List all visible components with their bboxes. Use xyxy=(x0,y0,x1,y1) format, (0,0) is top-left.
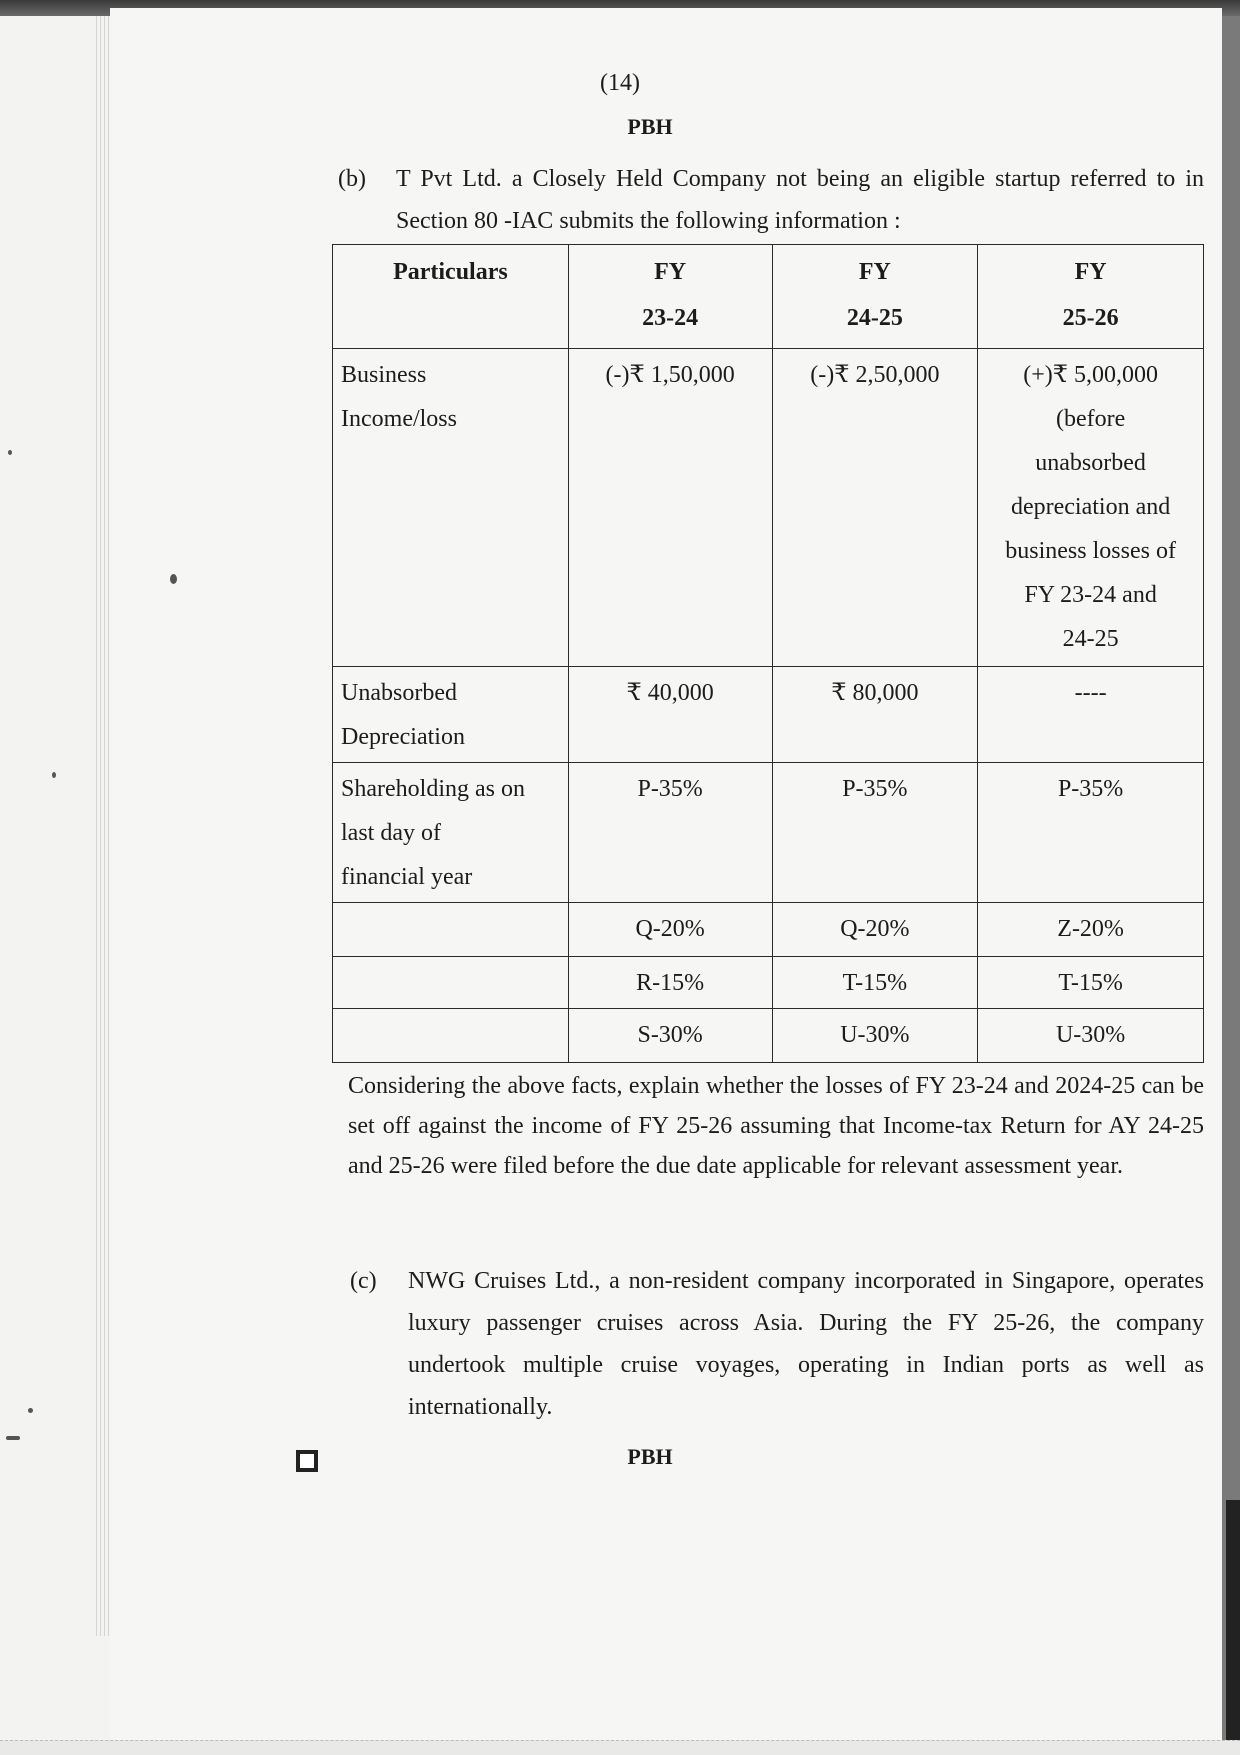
depreciation-fy3: ---- xyxy=(978,667,1204,763)
depreciation-fy1: ₹ 40,000 xyxy=(568,667,772,763)
depreciation-label xyxy=(333,667,569,763)
part-c-text: NWG Cruises Ltd., a non-resident company incorporated in Singapore, operates luxury passenger cruises across Asia. During the FY 25-26, the company undertook multiple cruise voyages, operating in Indian ports as well as internationally. xyxy=(408,1268,1204,1420)
shareholding-fy1: P-35% xyxy=(568,763,772,903)
business-income-fy2: (-)₹ 2,50,000 xyxy=(772,349,978,667)
empty-label-cell xyxy=(333,903,569,957)
business-fy3-line: 24-25 xyxy=(1062,626,1119,652)
shareholding-fy3: U-30% xyxy=(978,1009,1204,1063)
table-row-shareholding-1 xyxy=(333,763,1204,903)
business-fy3-line: FY 23-24 and xyxy=(1024,582,1157,608)
shareholding-label-line: financial year xyxy=(341,864,473,890)
table-row-shareholding-4 xyxy=(333,1009,1204,1063)
shareholding-fy2: Q-20% xyxy=(772,903,978,957)
header-fy2-line1: FY xyxy=(858,259,891,285)
company-information-table xyxy=(332,244,1204,1063)
business-fy3-line: (before xyxy=(1055,406,1126,432)
page-number: (14) xyxy=(600,70,640,96)
business-fy3-line: (+)₹ 5,00,000 xyxy=(1023,362,1158,388)
table-header-row xyxy=(333,245,1204,349)
business-label-line: Income/loss xyxy=(341,406,457,432)
header-fy-25-26 xyxy=(978,245,1204,349)
shareholding-label-line: Shareholding as on xyxy=(341,776,525,802)
shareholding-fy2: T-15% xyxy=(772,957,978,1009)
scan-right-edge xyxy=(1226,1500,1240,1754)
considering-paragraph: Considering the above facts, explain whether the losses of FY 23-24 and 2024-25 can be set off against the income of FY 25-26 assuming that Income-tax Return for AY 24-25 and 25-26 were filed before the due date applicable for relevant assessment year. xyxy=(348,1073,1204,1179)
part-b-text: T Pvt Ltd. a Closely Held Company not being an eligible startup referred to in Section 80 -IAC submits the following information : xyxy=(396,166,1204,234)
scan-speck xyxy=(170,574,177,584)
page-edge-line xyxy=(100,16,101,1636)
paper-code-top: PBH xyxy=(627,114,673,139)
part-c-label: (c) xyxy=(350,1268,377,1294)
header-particulars: Particulars xyxy=(333,245,569,349)
business-income-fy1: (-)₹ 1,50,000 xyxy=(568,349,772,667)
part-b-label: (b) xyxy=(338,166,366,192)
business-fy3-line: depreciation and xyxy=(1010,494,1171,520)
business-fy3-line: business losses of xyxy=(1005,538,1176,564)
shareholding-fy2: P-35% xyxy=(772,763,978,903)
table-row-shareholding-3 xyxy=(333,957,1204,1009)
table-row-unabsorbed-depreciation xyxy=(333,667,1204,763)
business-income-fy3 xyxy=(978,349,1204,667)
paper-code-bottom: PBH xyxy=(627,1444,673,1469)
page-edge-line xyxy=(104,16,105,1636)
shareholding-label xyxy=(333,763,569,903)
table-row-business-income xyxy=(333,349,1204,667)
shareholding-fy3: Z-20% xyxy=(978,903,1204,957)
shareholding-fy1: S-30% xyxy=(568,1009,772,1063)
scan-speck xyxy=(8,450,12,455)
business-fy3-line: unabsorbed xyxy=(1035,450,1146,476)
depreciation-fy2: ₹ 80,000 xyxy=(772,667,978,763)
business-label-line: Business xyxy=(341,362,427,388)
header-fy-24-25 xyxy=(772,245,978,349)
table-row-shareholding-2 xyxy=(333,903,1204,957)
scan-speck xyxy=(52,772,56,778)
scan-speck xyxy=(6,1436,20,1440)
header-fy1-line1: FY xyxy=(654,259,687,285)
shareholding-fy3: P-35% xyxy=(978,763,1204,903)
depreciation-label-line: Unabsorbed xyxy=(341,680,457,706)
header-fy3-line1: FY xyxy=(1074,259,1107,285)
shareholding-fy1: R-15% xyxy=(568,957,772,1009)
header-fy1-line2: 23-24 xyxy=(642,305,699,331)
scan-speck xyxy=(28,1408,33,1413)
page-edge-line xyxy=(108,16,109,1636)
business-income-label xyxy=(333,349,569,667)
scan-bottom-edge xyxy=(0,1740,1240,1755)
header-fy2-line2: 24-25 xyxy=(846,305,903,331)
page-edge-line xyxy=(96,16,97,1636)
shareholding-fy1: Q-20% xyxy=(568,903,772,957)
header-fy3-line2: 25-26 xyxy=(1062,305,1119,331)
shareholding-fy2: U-30% xyxy=(772,1009,978,1063)
depreciation-label-line: Depreciation xyxy=(341,724,465,750)
scan-left-margin xyxy=(0,16,110,1754)
empty-label-cell xyxy=(333,957,569,1009)
shareholding-fy3: T-15% xyxy=(978,957,1204,1009)
header-fy-23-24 xyxy=(568,245,772,349)
empty-label-cell xyxy=(333,1009,569,1063)
shareholding-label-line: last day of xyxy=(341,820,441,846)
